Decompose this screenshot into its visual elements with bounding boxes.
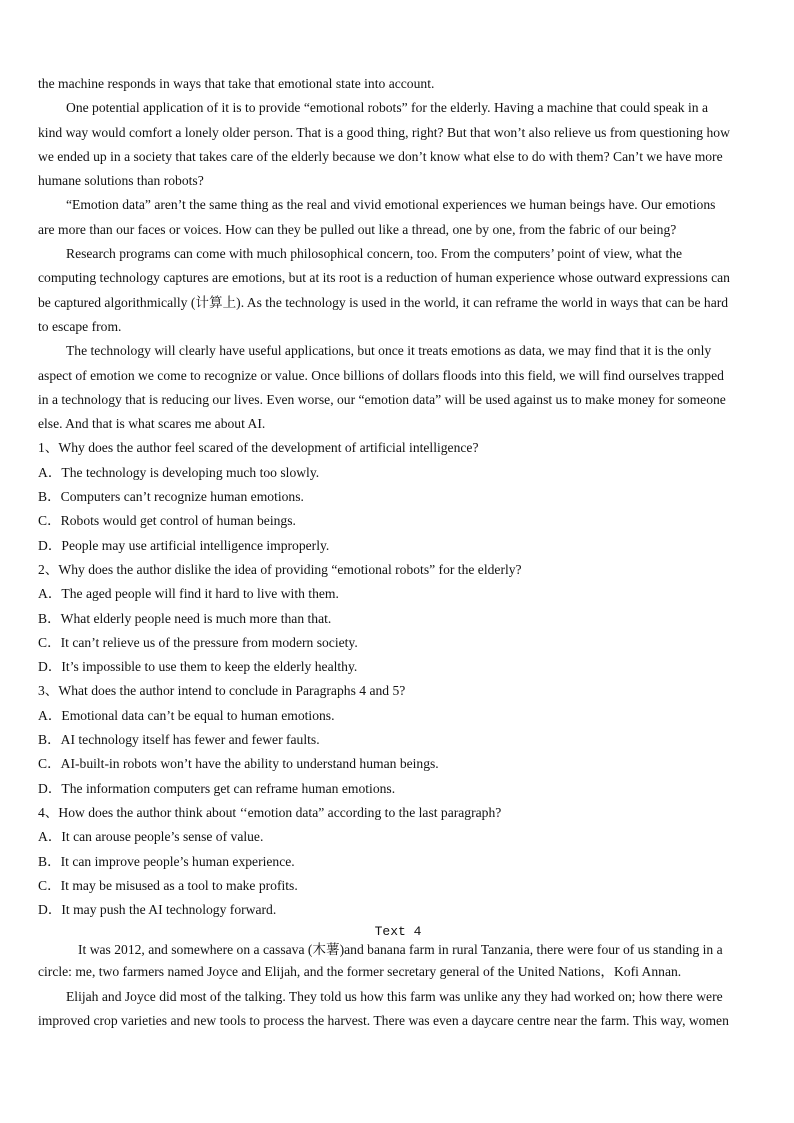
answer-option: C．It may be misused as a tool to make profits. bbox=[38, 877, 298, 893]
answer-option: B．AI technology itself has fewer and fewer faults. bbox=[38, 732, 320, 748]
question-stem: 3、What does the author intend to conclude in Paragraphs 4 and 5? bbox=[38, 683, 406, 699]
question-stem: 2、Why does the author dislike the idea of providing “emotional robots” for the elderly? bbox=[38, 561, 522, 577]
paragraph-line: are more than our faces or voices. How can they be pulled out like a thread, one by one, from the fabric of our being? bbox=[38, 221, 677, 237]
text4-line: Elijah and Joyce did most of the talking. They told us how this farm was unlike any they had worked on; how there were bbox=[66, 988, 723, 1004]
paragraph-line: humane solutions than robots? bbox=[38, 173, 204, 189]
answer-option: D．It’s impossible to use them to keep the elderly healthy. bbox=[38, 659, 358, 675]
answer-option: A．It can arouse people’s sense of value. bbox=[38, 829, 264, 845]
question-list bbox=[38, 436, 758, 922]
answer-option: B．It can improve people’s human experience. bbox=[38, 853, 295, 869]
paragraph-line: aspect of emotion we come to recognize or value. Once billions of dollars floods into this field, we will find ourselves trapped bbox=[38, 367, 724, 383]
document-page bbox=[38, 72, 758, 1033]
paragraph-line: to escape from. bbox=[38, 318, 122, 334]
paragraph-line: computing technology captures are emotions, but at its root is a reduction of human experience whose outward expressions can bbox=[38, 270, 730, 286]
text4-line: improved crop varieties and new tools to process the harvest. There was even a daycare centre near the farm. This way, women bbox=[38, 1012, 729, 1028]
answer-option: C．AI-built-in robots won’t have the ability to understand human beings. bbox=[38, 756, 439, 772]
paragraph-line: be captured algorithmically (计算上). As the technology is used in the world, it can reframe the world in ways that can be hard bbox=[38, 294, 729, 310]
paragraph-line: Research programs can come with much philosophical concern, too. From the computers’ point of view, what the bbox=[66, 246, 683, 262]
answer-option: C．Robots would get control of human beings. bbox=[38, 513, 296, 529]
answer-option: A．The aged people will find it hard to live with them. bbox=[38, 586, 339, 602]
text4-heading: Text 4 bbox=[374, 924, 422, 940]
paragraph-line: we ended up in a society that takes care of the elderly because we don’t know what else to do with them? Can’t we have more bbox=[38, 148, 723, 164]
question-stem: 4、How does the author think about ‘‘emotion data” according to the last paragraph? bbox=[38, 804, 502, 820]
text4-line: circle: me, two farmers named Joyce and Elijah, and the former secretary general of the United Nations，Kofi Annan. bbox=[38, 964, 682, 980]
answer-option: B．What elderly people need is much more than that. bbox=[38, 610, 332, 626]
paragraph-line: kind way would comfort a lonely older person. That is a good thing, right? But that won’t also relieve us from questioning how bbox=[38, 124, 730, 140]
paragraph-line: One potential application of it is to provide “emotional robots” for the elderly. Having a machine that could speak in a bbox=[66, 100, 708, 116]
answer-option: C．It can’t relieve us of the pressure from modern society. bbox=[38, 634, 358, 650]
paragraph-line: “Emotion data” aren’t the same thing as the real and vivid emotional experiences we human beings have. Our emotions bbox=[66, 197, 716, 213]
passage-text3 bbox=[38, 72, 758, 436]
question-stem: 1、Why does the author feel scared of the development of artificial intelligence? bbox=[38, 440, 479, 456]
answer-option: A．Emotional data can’t be equal to human emotions. bbox=[38, 707, 335, 723]
text4-section bbox=[38, 924, 758, 1033]
answer-option: D．People may use artificial intelligence improperly. bbox=[38, 537, 330, 553]
paragraph-line: else. And that is what scares me about AI. bbox=[38, 416, 266, 432]
text4-line: It was 2012, and somewhere on a cassava (木薯)and banana farm in rural Tanzania, there were four of us standing in a bbox=[78, 942, 723, 958]
paragraph-line: the machine responds in ways that take that emotional state into account. bbox=[38, 76, 435, 91]
paragraph-line: in a technology that is reducing our lives. Even worse, our “emotion data” will be used against us to make money for someone bbox=[38, 391, 726, 407]
answer-option: B．Computers can’t recognize human emotions. bbox=[38, 489, 304, 505]
answer-option: A．The technology is developing much too slowly. bbox=[38, 464, 320, 480]
answer-option: D．The information computers get can reframe human emotions. bbox=[38, 780, 396, 796]
paragraph-line: The technology will clearly have useful applications, but once it treats emotions as data, we may find that it is the only bbox=[66, 343, 712, 359]
answer-option: D．It may push the AI technology forward. bbox=[38, 902, 277, 918]
